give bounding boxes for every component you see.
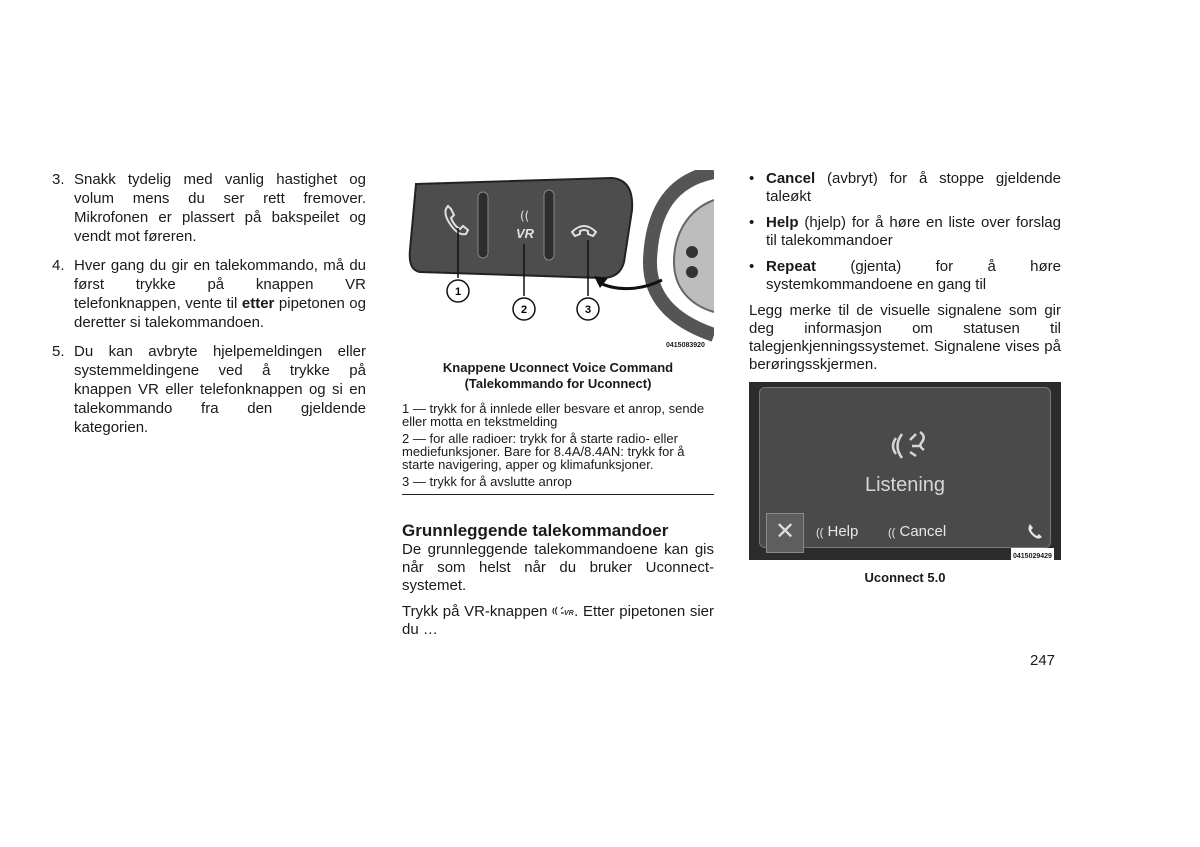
- callout-1: 1: [454, 286, 462, 298]
- speaker-icon: ((: [888, 527, 896, 539]
- text-run: . Etter pipetonen sier du …: [402, 603, 714, 638]
- right-column: [749, 170, 1061, 586]
- text-run: pipetonen og deretter si talekommandoen.: [74, 295, 366, 331]
- bold-text: Help: [766, 214, 799, 231]
- listening-status: Listening: [864, 474, 946, 496]
- figure-caption: [402, 360, 714, 392]
- legend-item: 3 — trykk for å avslutte anrop: [402, 474, 572, 489]
- list-text: Du kan avbryte hjelpemeldingen eller systemmeldingene ved å trykke på knappen VR eller telefonknappen og si en talekommando fra den gjeldende kategorien.: [74, 343, 366, 436]
- section-heading: Grunnleggende talekommandoer: [402, 521, 669, 540]
- help-label: Help: [827, 523, 859, 540]
- callout-2: 2: [520, 304, 528, 316]
- list-text: [74, 256, 366, 332]
- steering-buttons-illustration: [402, 170, 714, 352]
- bullet-text: [766, 170, 1061, 206]
- help-button[interactable]: [816, 523, 858, 542]
- list-item: [52, 256, 366, 332]
- screen-display: [759, 387, 1051, 548]
- close-icon[interactable]: ✕: [766, 513, 804, 553]
- phone-icon[interactable]: [1026, 522, 1044, 540]
- bullet-icon: •: [749, 214, 755, 231]
- screen-code: 0415029429: [1011, 548, 1054, 566]
- bold-text: Cancel: [766, 170, 816, 187]
- bullet-text: [766, 214, 1061, 250]
- bold-text: Repeat: [766, 258, 817, 275]
- screen-caption: Uconnect 5.0: [864, 570, 946, 585]
- left-column: [52, 170, 366, 447]
- bullet-icon: •: [749, 258, 755, 275]
- vr-button-icon: [552, 605, 574, 617]
- speaker-icon: ((: [816, 527, 824, 539]
- uconnect-screen-image: [749, 382, 1061, 560]
- legend-item: 1 — trykk for å innlede eller besvare et anrop, sende eller motta en tekstmelding: [402, 401, 705, 429]
- bullet-icon: •: [749, 170, 755, 187]
- text-run: (gjenta) for å høre systemkommandoene en gang til: [766, 258, 1061, 293]
- vr-label: VR: [516, 226, 535, 241]
- callout-3: 3: [584, 304, 592, 316]
- caption-line: Knappene Uconnect Voice Command: [442, 360, 674, 375]
- paragraph: [402, 603, 714, 639]
- text-run: Trykk på VR-knappen: [402, 603, 553, 620]
- caption-line: (Talekommando for Uconnect): [464, 376, 652, 391]
- text-run: (hjelp) for å høre en liste over forslag til talekommandoer: [766, 214, 1061, 249]
- voice-listening-icon: [886, 428, 934, 464]
- bullet-item: [749, 258, 1061, 294]
- steering-wheel-figure: [402, 170, 714, 352]
- list-item: [52, 342, 366, 437]
- page-number: 247: [1030, 652, 1056, 669]
- cancel-label: Cancel: [899, 523, 947, 540]
- list-number: 4.: [52, 257, 65, 274]
- bullet-text: [766, 258, 1061, 294]
- middle-column: [402, 170, 714, 647]
- list-text: Snakk tydelig med vanlig hastighet og volum mens du ser rett fremover. Mikrofonen er plassert på bakspeilet og vendt mot føreren.: [74, 171, 366, 245]
- list-item: [52, 170, 366, 246]
- bullet-item: [749, 170, 1061, 206]
- figure-legend: [402, 402, 714, 495]
- bold-text: etter: [241, 295, 275, 312]
- cancel-button[interactable]: [888, 523, 946, 542]
- text-run: Hver gang du gir en talekommando, må du først trykke på knappen VR telefonknappen, vente til: [74, 257, 366, 312]
- svg-text:((: ((: [520, 209, 530, 223]
- list-number: 5.: [52, 343, 65, 360]
- list-number: 3.: [52, 171, 65, 188]
- bullet-item: [749, 214, 1061, 250]
- paragraph: De grunnleggende talekommandoene kan gis når som helst når du bruker Uconnect-systemet.: [402, 541, 714, 594]
- figure-code: 0415083920: [666, 342, 705, 349]
- text-run: (avbryt) for å stoppe gjeldende taleøkt: [766, 170, 1061, 205]
- svg-text:VR: VR: [564, 610, 574, 617]
- paragraph: Legg merke til de visuelle signalene som gir deg informasjon om statusen til talegjenkjenningssystemet. Signalene vises på berøringsskjermen.: [749, 302, 1061, 373]
- legend-item: 2 — for alle radioer: trykk for å starte radio- eller mediefunksjoner. Bare for 8.4A/8.4AN: trykk for å starte navigering, apper og klimafunksjoner.: [402, 431, 685, 472]
